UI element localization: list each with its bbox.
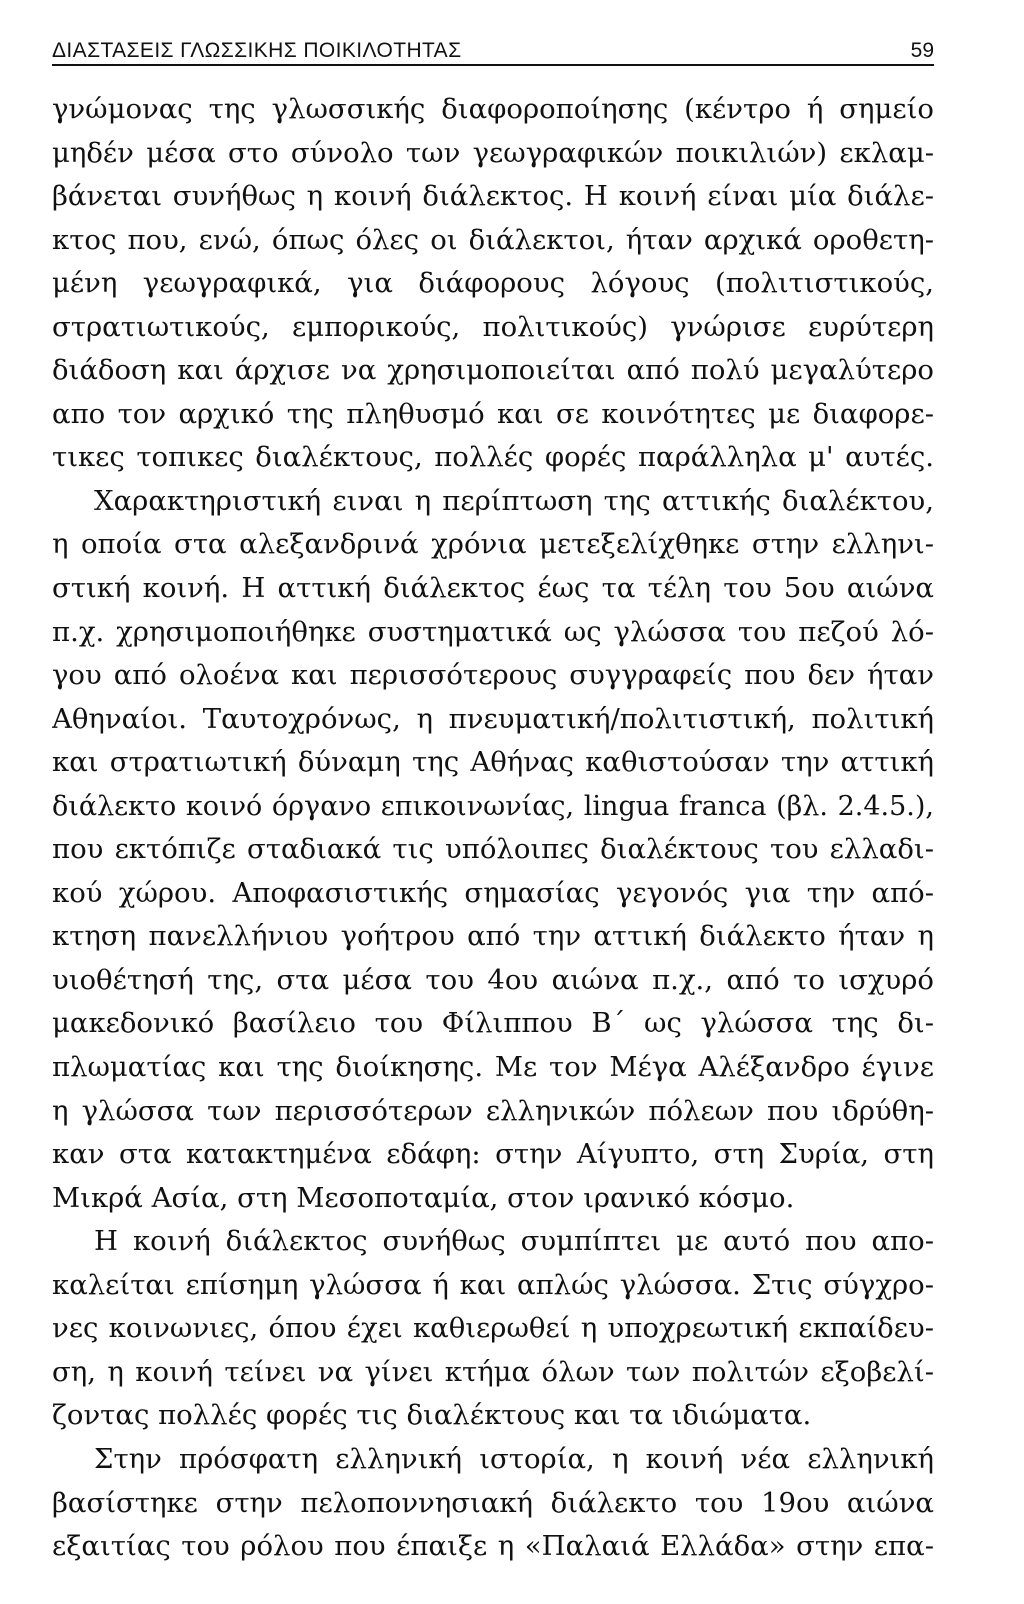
text-line: τικες τοπικες διαλέκτους, πολλές φορές παράλληλα μ' αυτές. bbox=[52, 441, 934, 474]
text-line: διάδοση και άρχισε να χρησιμοποιείται από πολύ μεγαλύτερο bbox=[52, 354, 934, 387]
text-line: η οποία στα αλεξανδρινά χρόνια μετεξελίχθηκε στην ελληνι- bbox=[52, 528, 934, 561]
text-line: καν στα κατακτημένα εδάφη: στην Αίγυπτο, στη Συρία, στη bbox=[52, 1138, 934, 1171]
text-line: Μικρά Ασία, στη Μεσοποταμία, στον ιρανικό κόσμο. bbox=[52, 1181, 795, 1214]
text-line: κού χώρου. Αποφασιστικής σημασίας γεγονός για την από- bbox=[52, 876, 934, 909]
text-line: στική κοινή. Η αττική διάλεκτος έως τα τέλη του 5ου αιώνα bbox=[52, 572, 934, 605]
text-line: και στρατιωτική δύναμη της Αθήνας καθιστούσαν την αττική bbox=[52, 746, 934, 779]
text-line: γου από ολοένα και περισσότερους συγγραφείς που δεν ήταν bbox=[52, 659, 934, 692]
text-line: πλωματίας και της διοίκησης. Με τον Μέγα Αλέξανδρο έγινε bbox=[52, 1051, 934, 1084]
text-line: στρατιωτικούς, εμπορικούς, πολιτικούς) γνώρισε ευρύτερη bbox=[52, 310, 934, 343]
text-line: κτηση πανελλήνιου γοήτρου από την αττική διάλεκτο ήταν η bbox=[52, 920, 934, 953]
running-title: ΔΙΑΣΤΑΣΕΙΣ ΓΛΩΣΣΙΚΗΣ ΠΟΙΚΙΛΟΤΗΤΑΣ bbox=[52, 39, 462, 62]
text-line: μένη γεωγραφικά, για διάφορους λόγους (πολιτιστικούς, bbox=[52, 267, 934, 300]
text-line: υιοθέτησή της, στα μέσα του 4ου αιώνα π.χ., από το ισχυρό bbox=[52, 963, 934, 996]
text-line: Αθηναίοι. Ταυτοχρόνως, η πνευματική/πολιτιστική, πολιτική bbox=[52, 702, 934, 735]
text-line: Η κοινή διάλεκτος συνήθως συμπίπτει με αυτό που απο- bbox=[94, 1225, 934, 1258]
text-line: νες κοινωνιες, όπου έχει καθιερωθεί η υποχρεωτική εκπαίδευ- bbox=[52, 1312, 934, 1345]
page-number: 59 bbox=[910, 39, 934, 62]
text-line: η γλώσσα των περισσότερων ελληνικών πόλεων που ιδρύθη- bbox=[52, 1094, 934, 1127]
text-line: π.χ. χρησιμοποιήθηκε συστηματικά ως γλώσσα του πεζού λό- bbox=[52, 615, 934, 648]
text-line: κτος που, ενώ, όπως όλες οι διάλεκτοι, ήταν αρχικά οροθετη- bbox=[52, 223, 934, 256]
text-line: Χαρακτηριστική ειναι η περίπτωση της αττικής διαλέκτου, bbox=[94, 484, 934, 517]
text-line: βασίστηκε στην πελοποννησιακή διάλεκτο του 19ου αιώνα bbox=[52, 1486, 934, 1519]
text-line: μακεδονικό βασίλειο του Φίλιππου Β΄ ως γλώσσα της δι- bbox=[52, 1007, 934, 1040]
text-line: καλείται επίσημη γλώσσα ή και απλώς γλώσσα. Στις σύγχρο- bbox=[52, 1268, 934, 1301]
text-line: εξαιτίας του ρόλου που έπαιξε η «Παλαιά Ελλάδα» στην επα- bbox=[52, 1530, 934, 1563]
text-line: Στην πρόσφατη ελληνική ιστορία, η κοινή νέα ελληνική bbox=[94, 1442, 934, 1475]
text-line: βάνεται συνήθως η κοινή διάλεκτος. Η κοινή είναι μία διάλε- bbox=[52, 180, 934, 213]
text-line: ση, η κοινή τείνει να γίνει κτήμα όλων των πολιτών εξοβελί- bbox=[52, 1355, 934, 1388]
text-line: γνώμονας της γλωσσικής διαφοροποίησης (κέντρο ή σημείο bbox=[52, 93, 934, 125]
text-line: απο τον αρχικό της πληθυσμό και σε κοινότητες με διαφορε- bbox=[52, 397, 934, 430]
text-line: που εκτόπιζε σταδιακά τις υπόλοιπες διαλέκτους του ελλαδι- bbox=[52, 833, 934, 866]
running-header bbox=[52, 24, 934, 66]
text-line: μηδέν μέσα στο σύνολο των γεωγραφικών ποικιλιών) εκλαμ- bbox=[52, 136, 934, 169]
body-text bbox=[52, 88, 934, 1569]
text-line: διάλεκτο κοινό όργανο επικοινωνίας, lingua franca (βλ. 2.4.5.), bbox=[52, 790, 934, 822]
text-line: ζοντας πολλές φορές τις διαλέκτους και τα ιδιώματα. bbox=[52, 1399, 812, 1432]
